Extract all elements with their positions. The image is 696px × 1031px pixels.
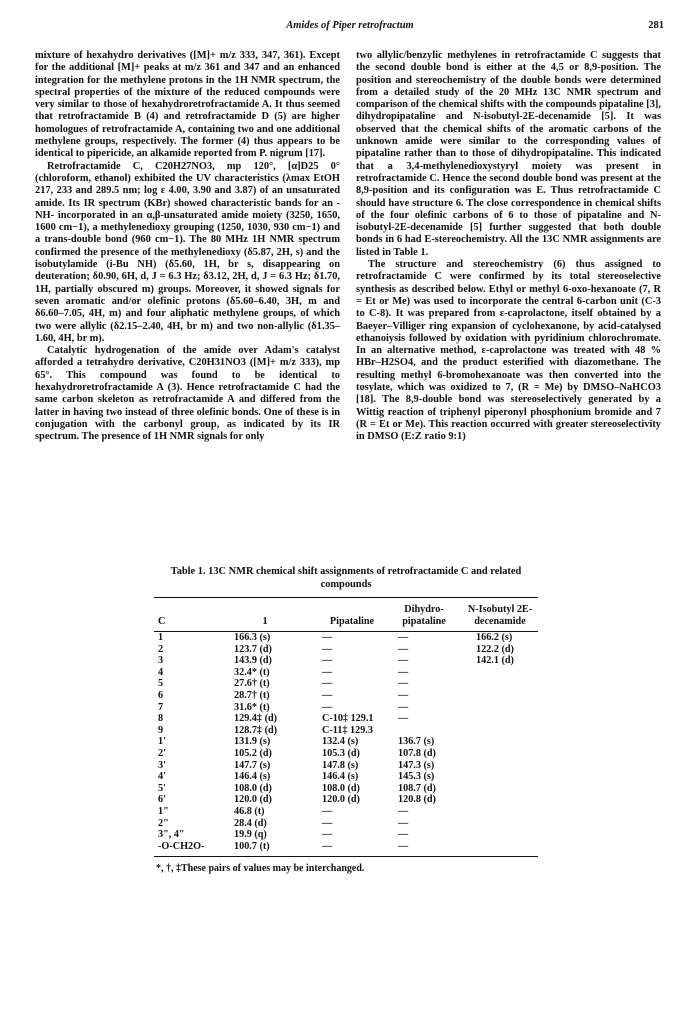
table-cell: 128.7‡ (d) xyxy=(234,724,278,736)
table-row xyxy=(154,667,538,679)
table-cell: -O-CH2O- xyxy=(154,841,212,857)
table-cell xyxy=(462,748,538,760)
left-column xyxy=(35,50,340,444)
table-cell: — xyxy=(398,829,409,841)
table-cell xyxy=(462,818,538,830)
table-row xyxy=(154,725,538,737)
table-row xyxy=(154,829,538,841)
table-cell: — xyxy=(398,689,409,701)
table-cell: — xyxy=(322,666,333,678)
paragraph: Retrofractamide C, C20H27NO3, mp 120°, [α]D25 0° (chloroform, ethanol) exhibited the UV characteristics (λmax EtOH 217, 233 and 289.5 nm; log ε 4.00, 3.90 and 3.87) of an unsaturated amide. Its IR spectrum (KBr) showed characteristic bands for an -NH- incorporated in an α,β-unsaturated amide moiety (3250, 1650, 1600 cm−1), a methylenedioxy grouping (1250, 1030, 930 cm−1) and a trans-double bond (960 cm−1). The 80 MHz 1H NMR spectrum confirmed the presence of the methylenedioxy (δ5.87, 2H, s) and the isobutylamide (i-Bu NH) (δ5.60, 1H, br s, disappearing on deuteration; δ0.90, 6H, d, J = 6.3 Hz; δ3.12, 2H, d, J = 6.3 Hz; δ1.70, 1H, partially obscured m) groups. Moreover, it showed signals for seven aromatic and/or olefinic protons (δ5.60–6.40, 3H, m and δ6.60–7.05, 4H, m) and four aliphatic methylene groups, of which two were allylic (δ2.15–2.40, 4H, br m) and two non-allylic (δ1.35–1.60, 4H, br m). xyxy=(35,160,340,344)
table-cell: — xyxy=(398,666,409,678)
table-cell: 28.4 (d) xyxy=(234,817,267,829)
table-cell: 147.3 (s) xyxy=(398,759,435,771)
table-cell: — xyxy=(322,678,333,690)
table-cell: 146.4 (s) xyxy=(322,771,359,783)
table-cell: 143.9 (d) xyxy=(234,655,272,667)
table-cell: 108.0 (d) xyxy=(234,782,272,794)
page-number: 281 xyxy=(648,20,664,31)
table-cell xyxy=(386,725,462,737)
table-cell: 32.4* (t) xyxy=(234,666,270,678)
table-block xyxy=(154,566,538,874)
table-cell: 1 xyxy=(158,632,164,643)
table-cell: 146.4 (s) xyxy=(234,771,271,783)
table-cell: — xyxy=(386,841,462,857)
table-row xyxy=(154,771,538,783)
table-caption: Table 1. 13C NMR chemical shift assignments of retrofractamide C and related compounds xyxy=(170,566,522,590)
header-cell: 1 xyxy=(212,602,318,632)
table-cell: 19.9 (q) xyxy=(234,829,267,841)
table-cell: — xyxy=(398,817,409,829)
table-cell: — xyxy=(398,643,409,655)
running-title: Amides of Piper retrofractum xyxy=(286,20,414,31)
table-cell: — xyxy=(322,805,333,817)
header-cell: C xyxy=(154,602,212,632)
table-cell: 5 xyxy=(158,678,164,690)
table-row xyxy=(154,806,538,818)
table-cell xyxy=(462,794,538,806)
paragraph: The structure and stereochemistry (6) thus assigned to retrofractamide C were confirmed by its total stereoselective synthesis as described below. Ethyl or methyl 6-oxo-hexanoate (7, R = Et or Me) was used to incorporate the central 6-carbon unit (C-3 to C-8). It was prepared from ε-caprolactone, itself obtained by a Baeyer–Villiger ring expansion of cyclohexanone, by acid-catalysed ethanoiysis followed by oxidation with pyridinium chlorochromate. In an alternative method, ε-caprolactone was treated with 48 % HBr–H2SO4, and the product esterified with diazomethane. The resulting methyl 6-bromohexanoate was then converted into the tosylate, which was oxidized to 7, (R = Me) by DMSO–NaHCO3 [18]. The 8,9-double bond was stereoselectively generated by a Wittig reaction of triphenyl piperonyl phosphonium bromide and 7 (R = Et or Me). This reaction occurred with greater stereoselectivity in DMSO (E:Z ratio 9:1) xyxy=(356,259,661,443)
table-cell: 147.7 (s) xyxy=(234,759,271,771)
table-cell: — xyxy=(398,805,409,817)
table-cell: — xyxy=(322,689,333,701)
table-cell: 166.2 (s) xyxy=(476,632,513,643)
table-cell: 6' xyxy=(158,794,166,806)
table-row xyxy=(154,690,538,702)
table-cell: — xyxy=(322,632,333,643)
table-cell: — xyxy=(398,678,409,690)
table-row xyxy=(154,644,538,656)
table-cell: 120.8 (d) xyxy=(398,794,436,806)
page-header xyxy=(36,20,664,36)
table-row xyxy=(154,760,538,772)
table-row xyxy=(154,632,538,644)
table-row xyxy=(154,736,538,748)
table-cell: — xyxy=(322,829,333,841)
table-cell: 145.3 (s) xyxy=(398,771,435,783)
table-cell: 4' xyxy=(158,771,166,783)
table-row xyxy=(154,748,538,760)
table-footnote: *, †, ‡These pairs of values may be interchanged. xyxy=(156,863,365,875)
table-cell: — xyxy=(322,701,333,713)
table-cell: — xyxy=(322,817,333,829)
table-cell: 120.0 (d) xyxy=(234,794,272,806)
table-cell xyxy=(462,760,538,772)
table-cell xyxy=(462,678,538,690)
table-cell: 8 xyxy=(158,713,164,725)
table-cell: 5' xyxy=(158,782,166,794)
table-row xyxy=(154,702,538,714)
table-cell: — xyxy=(318,841,386,857)
table-cell: 7 xyxy=(158,701,164,713)
table-cell: — xyxy=(398,655,409,667)
table-cell: 9 xyxy=(158,724,164,736)
table-cell: 120.0 (d) xyxy=(322,794,360,806)
table-cell: 136.7 (s) xyxy=(398,736,435,748)
table-cell: 132.4 (s) xyxy=(322,736,359,748)
table-cell: 123.7 (d) xyxy=(234,643,272,655)
table-cell: 107.8 (d) xyxy=(398,747,436,759)
table-cell xyxy=(462,806,538,818)
table-cell: 105.3 (d) xyxy=(322,747,360,759)
table-cell xyxy=(462,783,538,795)
table-cell: 3", 4" xyxy=(158,829,185,841)
table-cell: 166.3 (s) xyxy=(234,632,271,643)
table-cell: 3' xyxy=(158,759,166,771)
table-cell: 100.7 (t) xyxy=(212,841,318,857)
table-cell xyxy=(462,829,538,841)
table-cell: 108.0 (d) xyxy=(322,782,360,794)
table-cell xyxy=(462,736,538,748)
table-cell: 2 xyxy=(158,643,164,655)
table-header-row xyxy=(154,602,538,632)
table-row xyxy=(154,713,538,725)
table-cell: 147.8 (s) xyxy=(322,759,359,771)
table-cell: — xyxy=(398,713,409,725)
table-cell: C-10‡ 129.1 xyxy=(322,713,374,725)
table-cell: — xyxy=(322,643,333,655)
table-cell: 46.8 (t) xyxy=(234,805,265,817)
table-cell xyxy=(462,702,538,714)
table-cell: 129.4‡ (d) xyxy=(234,713,278,725)
table-row xyxy=(154,655,538,667)
table-cell: 142.1 (d) xyxy=(476,655,514,667)
table-row xyxy=(154,783,538,795)
header-cell: Pipataline xyxy=(318,602,386,632)
table-cell: 131.9 (s) xyxy=(234,736,271,748)
table-body xyxy=(154,632,538,857)
table-cell: 27.6† (t) xyxy=(234,678,270,690)
header-cell: N-Isobutyl 2E-decenamide xyxy=(462,602,538,632)
table-cell xyxy=(462,690,538,702)
table-cell: 2" xyxy=(158,817,169,829)
table-cell: C-11‡ 129.3 xyxy=(322,724,373,736)
table-cell: — xyxy=(398,701,409,713)
table-cell: — xyxy=(398,632,409,643)
nmr-table xyxy=(154,597,538,857)
right-column xyxy=(356,50,661,444)
table-cell: 4 xyxy=(158,666,164,678)
table-cell: 108.7 (d) xyxy=(398,782,436,794)
table-row xyxy=(154,794,538,806)
table-cell: 2' xyxy=(158,747,166,759)
paragraph: two allylic/benzylic methylenes in retrofractamide C suggests that the second double bond is either at the 4,5 or 8,9-position. The position and stereochemistry of the double bonds were determined from a detailed study of the 20 MHz 13C NMR spectrum and comparison of the chemical shifts with the compounds pipataline [3], dihydropipataline and N-isobutyl-2E-decenamide [5]. It was observed that the chemical shifts of the aromatic carbons of the unknown amide were similar to the corresponding values of pipataline rather than to those of dihydropipataline. This indicated that a 3,4-methylenedioxystyryl moiety was present in retrofractamide C. Hence the second double bond was present at the 8,9-position and its configuration was E. Thus retrofractamide C should have structure 6. The close correspondence in chemical shifts of the four olefinic carbons of 6 to those of pipataline and N-isobutyl-2E-decenamide [5] further suggested that both double bonds in 6 had E-stereochemistry. All the 13C NMR assignments are listed in Table 1. xyxy=(356,50,661,258)
table-cell xyxy=(462,713,538,725)
table-cell: 1" xyxy=(158,805,169,817)
table-cell xyxy=(462,667,538,679)
table-cell: 105.2 (d) xyxy=(234,747,272,759)
header-cell: Dihydro-pipataline xyxy=(386,602,462,632)
paragraph: Catalytic hydrogenation of the amide over Adam's catalyst afforded a tetrahydro derivative, C20H31NO3 ([M]+ m/z 333), mp 65°. This compound was found to be identical to hexahydroretrofractamide A (3). Hence retrofractamide C had the same carbon skeleton as retrofractamide A and differed from the latter in having two instead of three olefinic bonds. One of these is in conjugation with the carbonyl group, as indicated by its IR spectrum. The presence of 1H NMR signals for only xyxy=(35,345,340,443)
table-cell: 28.7† (t) xyxy=(234,689,270,701)
table-cell: 122.2 (d) xyxy=(476,643,514,655)
table-cell: 31.6* (t) xyxy=(234,701,270,713)
table-row xyxy=(154,818,538,830)
table-cell: 3 xyxy=(158,655,164,667)
table-cell: 6 xyxy=(158,689,164,701)
table-row xyxy=(154,841,538,857)
table-cell xyxy=(462,725,538,737)
table-cell xyxy=(462,771,538,783)
paragraph: mixture of hexahydro derivatives ([M]+ m/z 333, 347, 361). Except for the additional [M]+ peaks at m/z 361 and 347 and an enhanced integration for the methylene protons in the 1H NMR spectrum, the spectral properties of the mixture of the reduced compounds were very similar to those of hexahydroretrofractamide A. It thus seemed that retrofractamide B (4) and retrofractamide D (5) are higher homologues of retrofractamide A, containing two and one additional methylene groups, respectively. The former (4) thus appears to be identical to pipericide, an alkamide reported from P. nigrum [17]. xyxy=(35,50,340,160)
table-cell: — xyxy=(322,655,333,667)
table-cell xyxy=(462,841,538,857)
table-cell: 1' xyxy=(158,736,166,748)
table-row xyxy=(154,678,538,690)
